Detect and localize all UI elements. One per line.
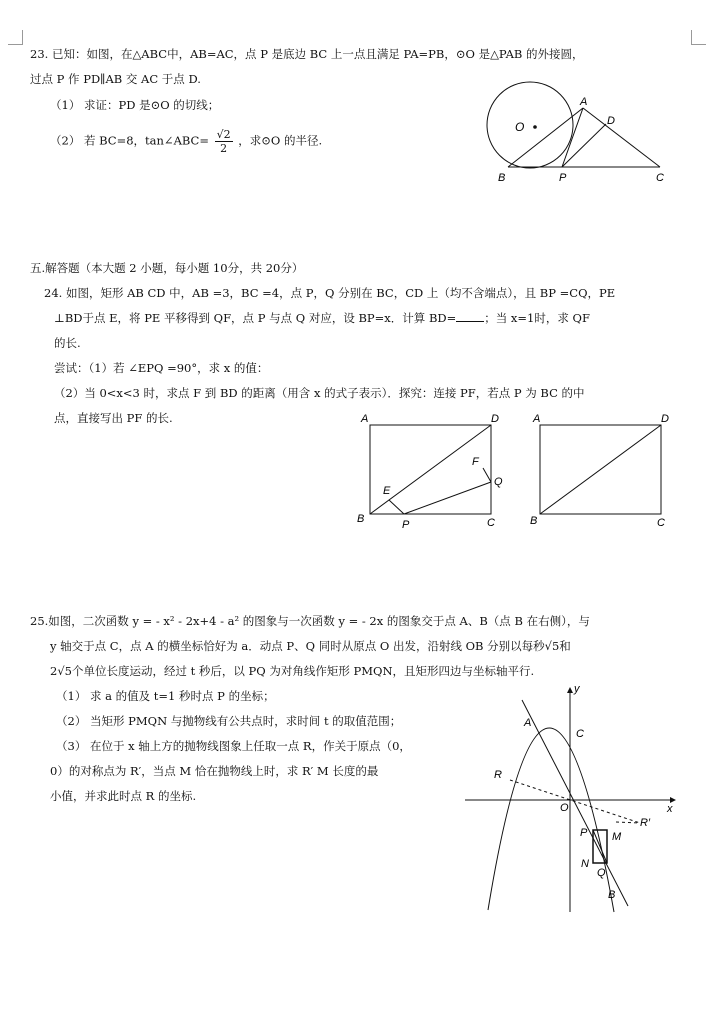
corner-mark-right (691, 30, 706, 45)
q23-label-c: C (656, 172, 664, 184)
diagonal-pq (593, 830, 607, 863)
q25-label-y: y (574, 683, 580, 695)
q24-line4: 尝试：（1）若 ∠EPQ =90°，求 x 的值： (54, 361, 269, 375)
q23-number: 23. (30, 47, 49, 61)
q25-figure (460, 680, 685, 920)
q24-line2: ⊥BD于点 E，将 PE 平移得到 QF，点 P 与点 Q 对应，设 BP=x．计算 BD= ；当 x=1时，求 QF (54, 311, 590, 325)
segment-rr (510, 780, 640, 823)
q24-diagonal-bd-2 (540, 425, 661, 514)
q23-circle (487, 82, 573, 168)
q23-label-a: A (580, 96, 588, 108)
q24-segment-pq (404, 482, 491, 514)
q23-label-o: O (515, 120, 525, 134)
q25-label-c: C (576, 728, 584, 740)
q24-label-a: A (361, 413, 369, 425)
q25-label-o: O (560, 802, 569, 814)
q25-part3-line1: （3） 在位于 x 轴上方的抛物线图象上任取一点 R，作关于原点（0， (56, 739, 411, 753)
q24-segment-qf (483, 468, 491, 482)
q24-label-e: E (383, 485, 391, 497)
q25-part3-line2: 0）的对称点为 R′，当点 M 恰在抛物线上时，求 R′ M 长度的最 (50, 764, 379, 778)
q25-label-r: R (494, 769, 502, 781)
q23-line1: 23. 已知：如图，在△ABC中，AB=AC，点 P 是底边 BC 上一点且满足 PA=PB，⊙O 是△PAB 的外接圆， (30, 47, 584, 61)
q23-fraction: $\frac{√2}{2}$ (216, 128, 231, 155)
q24-line1: 24. 如图，矩形 AB CD 中，AB =3，BC =4，点 P，Q 分别在 BC，CD 上（均不含端点），且 BP =CQ，PE (44, 286, 616, 300)
q25-label-p: P (580, 827, 588, 839)
q25-line1: 25.如图，二次函数 y = - x² - 2x+4 - a² 的图象与一次函数 y = - 2x 的图象交于点 A、B（点 B 在右侧），与 (30, 614, 590, 628)
q25-part3-line3: 小值，并求此时点 R 的坐标. (50, 789, 197, 803)
q25-label-n: N (581, 858, 589, 870)
q24-line6: 点，直接写出 PF 的长. (54, 411, 173, 425)
q24-line3: 的长. (54, 336, 81, 350)
q24-figure-2 (525, 410, 675, 532)
q23-part2: （2） 若 BC=8，tan∠ABC= $\frac{√2}{2}$ ，求⊙O 的半径. (50, 128, 323, 155)
q25-label-x: x (667, 803, 673, 815)
q24-label-p: P (402, 519, 410, 531)
q25-part2: （2） 当矩形 PMQN 与抛物线有公共点时，求时间 t 的取值范围； (56, 714, 402, 728)
q24-segment-pe (389, 500, 404, 514)
q23-center-dot (533, 125, 537, 129)
q23-line2: 过点 P 作 PD∥AB 交 AC 于点 D. (30, 72, 201, 86)
q23-label-b: B (498, 172, 506, 184)
q23-part1: （1） 求证：PD 是⊙O 的切线； (50, 98, 220, 112)
q25-label-r-prime: R′ (640, 817, 651, 829)
q24-fig2-label-b: B (530, 515, 538, 527)
q25-line3: 2√5个单位长度运动，经过 t 秒后，以 PQ 为对角线作矩形 PMQN，且矩形四边与坐标轴平行. (50, 664, 535, 678)
q25-line2: y 轴交于点 C，点 A 的横坐标恰好为 a．动点 P、Q 同时从原点 O 出发，沿射线 OB 分别以每秒√5和 (50, 639, 571, 653)
section5-heading: 五.解答题（本大题 2 小题，每小题 10分，共 20分） (30, 261, 304, 275)
q23-segment-pd (562, 124, 606, 167)
q25-label-m: M (612, 831, 622, 843)
q24-label-b: B (357, 513, 365, 525)
q24-fig2-label-c: C (657, 517, 665, 529)
q23-segment-ac (583, 108, 660, 167)
q24-fig2-label-a: A (533, 413, 541, 425)
answer-blank (456, 311, 484, 322)
q23-label-p: P (559, 172, 567, 184)
q24-label-f: F (472, 456, 479, 468)
q25-label-b: B (608, 889, 616, 901)
line-y-neg2x (522, 700, 628, 906)
q25-label-a: A (524, 717, 532, 729)
q23-label-d: D (607, 115, 615, 127)
q25-part1: （1） 求 a 的值及 t=1 秒时点 P 的坐标； (56, 689, 275, 703)
corner-mark-left (8, 30, 23, 45)
q24-figure-1 (355, 410, 505, 532)
q23-figure (480, 80, 680, 188)
q25-label-q: Q (597, 867, 606, 879)
q24-diagonal-bd (370, 425, 491, 514)
q24-label-q: Q (494, 476, 503, 488)
q24-fig2-label-d: D (661, 413, 669, 425)
q24-line5: （2）当 0<x<3 时，求点 F 到 BD 的距离（用含 x 的式子表示）．探究：连接 PF，若点 P 为 BC 的中 (54, 386, 585, 400)
q24-label-c: C (487, 517, 495, 529)
q24-label-d: D (491, 413, 499, 425)
